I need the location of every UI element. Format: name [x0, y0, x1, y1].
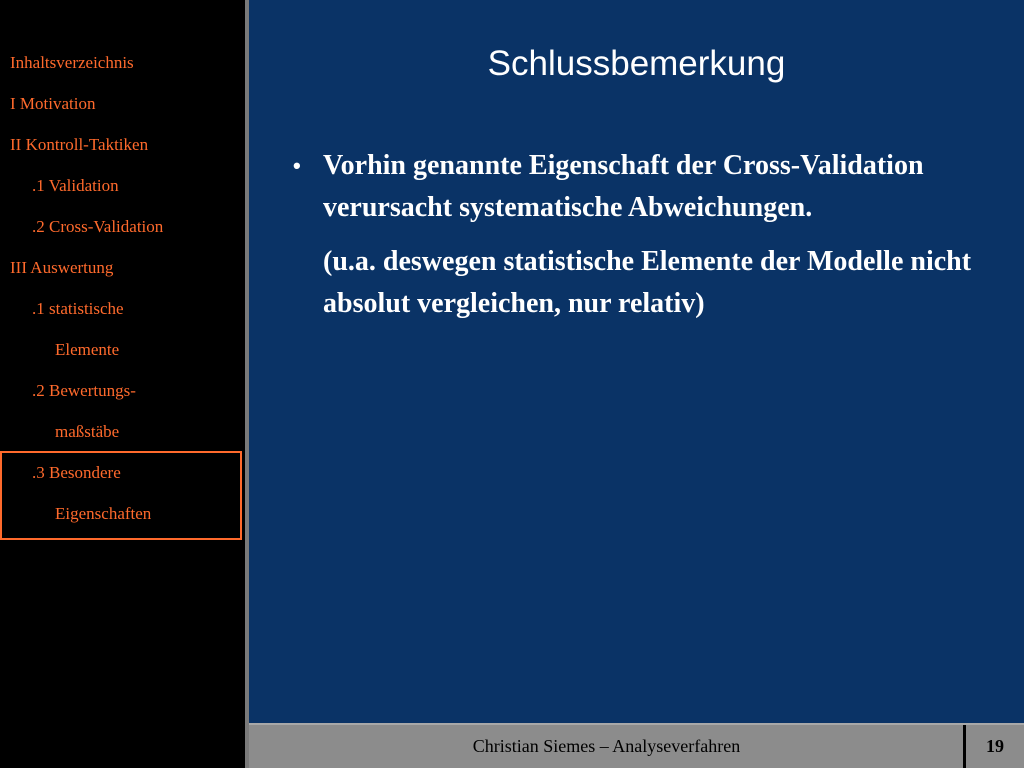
toc-item-cross-validation[interactable]: .2 Cross-Validation	[32, 217, 164, 236]
toc-item-inhaltsverzeichnis[interactable]: Inhaltsverzeichnis	[10, 53, 134, 72]
toc-item-massstaebe[interactable]: maßstäbe	[55, 422, 120, 441]
toc-item-elemente[interactable]: Elemente	[55, 340, 120, 359]
slide-content	[249, 0, 1024, 723]
toc-item-kontroll-taktiken[interactable]: II Kontroll-Taktiken	[10, 135, 149, 154]
sidebar	[0, 0, 245, 768]
bullet-text: Vorhin genannte Eigenschaft der Cross-Validation verursacht systematische Abweichungen.	[323, 150, 924, 223]
toc-item-statistische[interactable]: .1 statistische	[32, 299, 124, 318]
toc-item-bewertungs[interactable]: .2 Bewertungs-	[32, 381, 136, 400]
page-number: 19	[986, 736, 1004, 756]
bullet-point	[293, 145, 1003, 325]
toc-item-validation[interactable]: .1 Validation	[32, 176, 119, 195]
footer-author: Christian Siemes – Analyseverfahren	[472, 736, 741, 756]
bullet-note: (u.a. deswegen statistische Elemente der Modelle nicht absolut vergleichen, nur relativ)	[323, 246, 972, 319]
toc-item-eigenschaften[interactable]: Eigenschaften	[55, 504, 152, 523]
toc-item-motivation[interactable]: I Motivation	[10, 94, 96, 113]
footer	[249, 723, 1024, 768]
slide-title: Schlussbemerkung	[487, 44, 786, 83]
bullet-icon: •	[293, 153, 301, 178]
toc-item-besondere[interactable]: .3 Besondere	[32, 463, 121, 482]
table-of-contents	[0, 42, 245, 534]
toc-item-auswertung[interactable]: III Auswertung	[10, 258, 114, 277]
